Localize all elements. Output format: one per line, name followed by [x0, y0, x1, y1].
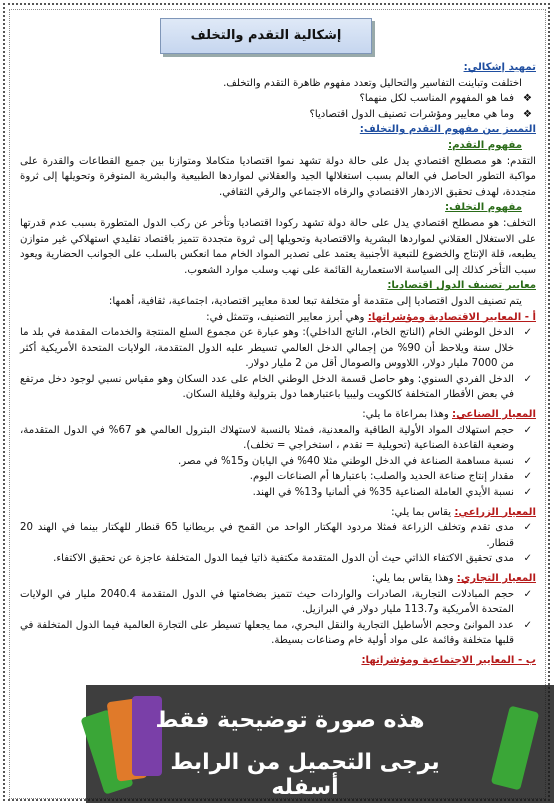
underdevelopment-definition: التخلف: هو مصطلح اقتصادي يدل على حالة دولة تشهد ركودا اقتصاديا وتأخر عن ركب الدول المتطورة بسبب عدم قدرتها على الاستغلال العقلاني لمواردها البشرية والاقتصادية وتحويلها إلى ثروة متجددة تتميز باقتصاد تقليدي استهلاكي غير متوازن يطبعه، قلة الإنتاج والخضوع للتبعية الأجنبية يعتمد على تصدير المواد الخام مما انعكس بالسلب على الجوانب الحضارية ويعود سبب التأخر كذلك إلى السياسة الاستعمارية القائمة على نهب وسلب موارد الشعوب. [20, 217, 536, 276]
econ-criteria-line [20, 310, 536, 326]
list-item: ✓ نسبة الأيدي العاملة الصناعية 35% في ألمانيا و13% في الهند. [20, 485, 536, 501]
criteria-heading: معايير تصنيف الدول اقتصاديا: [387, 280, 536, 292]
trade-criteria-heading: المعيار التجاري: [456, 573, 536, 584]
check-icon: ✓ [523, 327, 532, 339]
intro-text: اختلفت وتباينت التفاسير والتحاليل وتعدد مفهوم ظاهرة التقدم والتخلف. [223, 77, 522, 89]
list-item: ✓ مدى تحقيق الاكتفاء الذاتي حيث أن الدول المتقدمة مكتفية ذاتيا فيما الدول المتخلفة عاجزة عن تحقيق الاكتفاء. [20, 551, 536, 567]
page-title: إشكالية التقدم والتخلف [160, 18, 372, 54]
diamond-bullet-icon: ❖ [522, 93, 532, 105]
industry-criteria-line: المعيار الصناعي: وهذا بمراعاة ما يلي: [362, 409, 536, 421]
check-icon: ✓ [523, 455, 532, 467]
question-item: ❖ وما هي معايير ومؤشرات تصنيف الدول اقتصاديا؟ [20, 107, 536, 123]
check-icon: ✓ [523, 487, 532, 499]
check-icon: ✓ [523, 588, 532, 600]
check-icon: ✓ [523, 553, 532, 565]
social-criteria-heading: ب - المعايير الاجتماعية ومؤشراتها: [361, 654, 536, 666]
econ-criteria-heading: أ - المعايير الاقتصادية ومؤشراتها: [367, 311, 536, 323]
list-item: ✓ حجم المبادلات التجارية، الصادرات والواردات حيث تتميز بضخامتها في الدول المتقدمة 2040.4 مليار في الولايات المتحدة الأمريكية و113.7 مليار دولار في البرازيل. [20, 588, 532, 616]
check-icon: ✓ [523, 522, 532, 534]
intro-heading: تمهيد إشكالي: [463, 62, 536, 73]
check-icon: ✓ [523, 424, 532, 436]
check-icon: ✓ [523, 471, 532, 483]
list-item: ✓ مدى تقدم وتخلف الزراعة فمثلا مردود الهكتار الواحد من القمح في بريطانيا 65 قنطار للهكتار بينما في الهند 20 قنطار. [20, 522, 532, 549]
check-icon: ✓ [523, 373, 532, 385]
list-item: ✓ مقدار إنتاج صناعة الحديد والصلب: باعتبارها أم الصناعات اليوم. [20, 469, 536, 485]
agri-criteria-heading: المعيار الزراعي: [454, 506, 536, 518]
list-item: ✓ نسبة مساهمة الصناعة في الدخل الوطني مثلا 40% في اليابان و15% في مصر. [20, 454, 536, 470]
list-item: ✓ عدد الموانئ وحجم الأساطيل التجارية والنقل البحري، مما يجعلها تسيطر على التجارة العالمية فيما الدول المتخلفة في قلبها متخلفة وقائمة على مواد أولية خام وصناعات بسيطة. [20, 619, 532, 647]
criteria-intro: يتم تصنيف الدول اقتصاديا إلى متقدمة أو متخلفة تبعا لعدة معايير اقتصادية، اجتماعية، ثقافية، أهمها: [108, 295, 522, 307]
underdevelopment-heading: مفهوم التخلف: [445, 202, 522, 214]
progress-definition: التقدم: هو مصطلح اقتصادي يدل على حالة دولة تشهد نموا اقتصاديا متكاملا ومتوازنا بين جميع القطاعات والقدرة على مواكبة التطور الحاصل في العالم بسبب استغلالها الجيد والعقلاني لمواردها الطبيعية والبشرية المتوفرة وتحويلها إلى ثروة متجددة، لهدف تحقيق الازدهار الاقتصادي والرفاه الاجتماعي والرقي الثقافي. [20, 155, 536, 198]
diamond-bullet-icon: ❖ [522, 108, 532, 120]
question-item: ❖ فما هو المفهوم المناسب لكل منهما؟ [20, 91, 536, 107]
check-icon: ✓ [523, 619, 532, 631]
banner-line-1: هذه صورة توضيحية فقط [155, 708, 425, 733]
industry-criteria-heading: المعيار الصناعي: [452, 409, 536, 421]
progress-heading: مفهوم التقدم: [448, 139, 522, 151]
list-item: ✓ حجم استهلاك المواد الأولية الطاقية والمعدنية، فمثلا بالنسبة لاستهلاك البترول العالمي هو 67% في الدول المتقدمة، وضعية القاعدة الصناعية (تحويلية = تقدم ، استخراجي = تخلف). [20, 424, 532, 452]
trade-criteria-line: المعيار التجاري: وهذا يقاس بما يلي: [371, 573, 536, 584]
list-item: ✓ الدخل الفردي السنوي: وهو حاصل قسمة الدخل الوطني الخام على عدد السكان وهو مقياس نسبي لوجود دخل مرتفع في بعض الأقطار المتخلفة كالكويت وليبيا باعتبارهما دول بترولية وقليلة السكان. [20, 373, 532, 401]
agri-criteria-line: المعيار الزراعي: يقاس بما يلي: [391, 506, 536, 518]
banner-line-2: يرجى التحميل من الرابط أسفله [170, 750, 440, 800]
econ-criteria-tail: وهي أبرز معايير التصنيف، وتتمثل في: [206, 311, 365, 323]
list-item: ✓ الدخل الوطني الخام (الناتج الخام، الناتج الداخلي): وهو عبارة عن مجموع السلع المنتجة والخدمات المقدمة في بلد ما خلال سنة ويلاحظ أن 90% من إجمالي الدخل العالمي تسيطر عليه الدول المتقدمة، الولايات المتحدة الأمريكية أكثر من 7000 مليار دولار، اللاووس والصومال أقل من 2 مليار دولار. [20, 327, 532, 370]
distinction-heading: التمييز بين مفهوم التقدم والتخلف: [359, 124, 536, 136]
lesson-content [20, 60, 536, 669]
